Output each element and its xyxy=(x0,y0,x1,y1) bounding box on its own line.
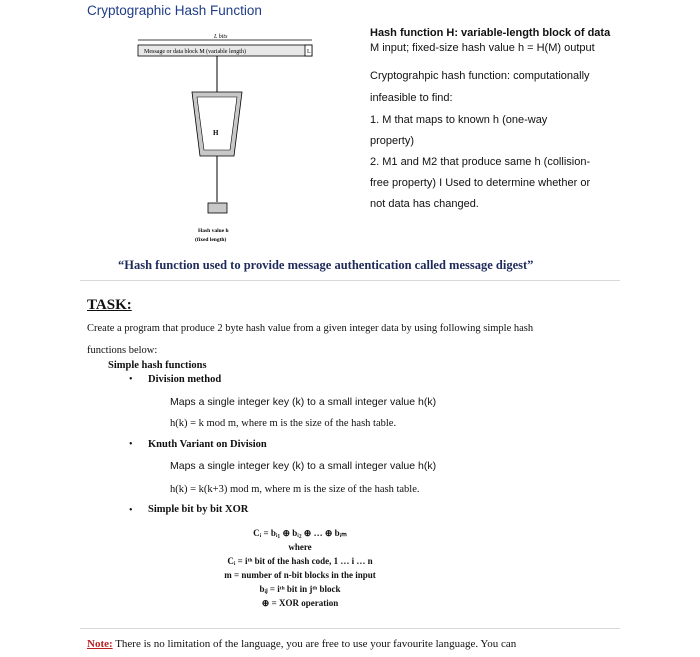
crypto-p3: 1. M that maps to known h (one-way xyxy=(370,114,548,126)
message-label: Message or data block M (variable length) xyxy=(144,49,246,55)
knuth-formula: h(k) = k(k+3) mod m, where m is the size of the hash table. xyxy=(170,484,420,495)
hash-output-block xyxy=(208,203,227,213)
xor-formula-block xyxy=(160,526,440,610)
division-formula: h(k) = k mod m, where m is the size of the hash table. xyxy=(170,418,397,429)
task-desc-line1: Create a program that produce 2 byte hash value from a given integer data by using following simple hash xyxy=(87,323,534,334)
task-desc-line2: functions below: xyxy=(87,345,158,356)
xor-where: where xyxy=(288,542,312,552)
knuth-title: Knuth Variant on Division xyxy=(148,439,267,450)
bullet-dot: • xyxy=(129,439,133,450)
divider xyxy=(80,628,620,629)
h-label: H xyxy=(213,129,219,137)
division-desc: Maps a single integer key (k) to a small integer value h(k) xyxy=(170,396,437,408)
task-heading: TASK: xyxy=(87,297,132,313)
xor-def-op: ⊕ = XOR operation xyxy=(261,598,339,608)
crypto-p1: Cryptograhpic hash function: computationally xyxy=(370,70,590,82)
divider xyxy=(80,280,620,281)
crypto-p7: not data has changed. xyxy=(370,198,479,210)
xor-def-b: bᵢⱼ = iᵗʰ bit in jᵗʰ block xyxy=(259,584,341,594)
page-title: Cryptographic Hash Function xyxy=(87,3,262,18)
xor-title: Simple bit by bit XOR xyxy=(148,504,249,515)
crypto-p6: free property) I Used to determine whether or xyxy=(370,177,591,189)
hash-def-line2: M input; fixed-size hash value h = H(M) output xyxy=(370,42,595,54)
xor-def-m: m = number of n-bit blocks in the input xyxy=(224,570,376,580)
bullet-dot: • xyxy=(129,505,133,516)
crypto-p5: 2. M1 and M2 that produce same h (collision- xyxy=(370,156,591,168)
xor-def-c: Cᵢ = iᵗʰ bit of the hash code, 1 … i … n xyxy=(227,556,373,566)
division-method-title: Division method xyxy=(148,374,222,385)
note-label: Note: xyxy=(87,638,113,650)
fixed-length-label: (fixed length) xyxy=(195,237,227,243)
crypto-p2: infeasible to find: xyxy=(370,92,453,104)
l-bits-label: L bits xyxy=(214,34,228,40)
note-line xyxy=(87,638,516,650)
hash-value-label: Hash value h xyxy=(198,228,229,234)
note-text: There is no limitation of the language, you are free to use your favourite language. You can xyxy=(112,638,517,650)
bullet-dot: • xyxy=(129,374,133,385)
crypto-p4: property) xyxy=(370,135,415,147)
xor-formula: Cᵢ = bᵢ₁ ⊕ bᵢ₂ ⊕ … ⊕ bᵢₘ xyxy=(253,528,347,538)
knuth-desc: Maps a single integer key (k) to a small integer value h(k) xyxy=(170,460,437,472)
length-box-label: L xyxy=(307,49,311,55)
digest-quote: “Hash function used to provide message authentication called message digest” xyxy=(118,258,534,272)
hash-def-line1: Hash function H: variable-length block of data xyxy=(370,27,611,39)
hash-function-diagram xyxy=(130,28,330,248)
simple-hash-heading: Simple hash functions xyxy=(108,360,207,371)
